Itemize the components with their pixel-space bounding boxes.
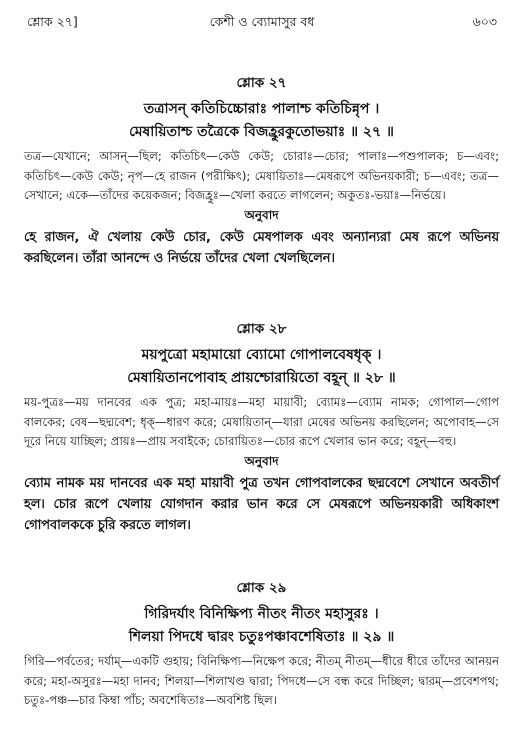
synonyms: তত্র—যেখানে; আসন্—ছিল; কতিচিৎ—কেউ কেউ; চোরাঃ—চোর; পালাঃ—পশুপালক; চ—এবং; কতিচিৎ—কেউ কেউ; নৃপ—হে রাজন (পরীক্ষিৎ); মেষায়িতাঃ—মেষরূপে অভিনয়কারী; চ—এবং; তত্র—সেখানে; একে—তাঁদের কয়েকজন; বিজহ্রুঃ—খেলা করতে লাগলেন; অকুতঃ-ভয়াঃ—নির্ভয়ে। — [24, 149, 499, 202]
verse-line: মেষায়িতানপোবাহ প্রায়শ্চোরায়িতো বহূন্ ॥ ২৮ ॥ — [127, 370, 396, 386]
header-page-number: ৬০৩ — [472, 14, 497, 29]
translation-heading: অনুবাদ — [244, 453, 279, 468]
verse-line: মেষায়িতাশ্চ তত্রৈকে বিজহ্রুরকুতোভয়াঃ ॥ ২৭ ॥ — [129, 124, 394, 140]
verse-line: তত্রাসন্ কতিচিচ্চোরাঃ পালাশ্চ কতিচিন্নৃপ । — [143, 101, 380, 117]
verse-heading: শ্লোক ২৭ — [236, 75, 287, 91]
running-header — [27, 14, 497, 34]
verse-line: শিলয়া পিদধে দ্বারং চতুঃপঞ্চাবশেষিতাঃ ॥ ২৯ ॥ — [128, 629, 395, 645]
translation-heading: অনুবাদ — [244, 207, 279, 222]
synonyms: গিরি—পর্বতের; দর্যাম্—একটি গুহায়; বিনিক্ষিপ্য—নিক্ষেপ করে; নীতম্ নীতম্—ধীরে ধীরে তাঁদের আনয়ন করে; মহা-অসুরঃ—মহা দানব; শিলয়া—শিলাখণ্ড দ্বারা; পিদধে—সে বন্ধ করে দিচ্ছিল; দ্বারম্—প্রবেশপথ; চতুঃ-পঞ্চ—চার কিম্বা পাঁচ; অবশেষিতাঃ—অবশিষ্ট ছিল। — [24, 654, 499, 707]
translation: হে রাজন, ঐ খেলায় কেউ চোর, কেউ মেষপালক এবং অন্যান্যরা মেষ রূপে অভিনয় করছিলেন। তাঁরা আনন্দে ও নির্ভয়ে তাঁদের খেলা খেলছিলেন। — [24, 229, 499, 266]
verse-29 — [24, 577, 499, 711]
header-verse-ref: শ্লোক ২৭] — [27, 14, 78, 29]
verse-28 — [24, 318, 499, 536]
translation: ব্যোম নামক ময় দানবের এক মহা মায়াবী পুত্র তখন গোপবালকের ছদ্মবেশে সেখানে অবতীর্ণ হল। চোর রূপে খেলায় যোগদান করার ভান করে সে মেষরূপে অভিনয়কারী অধিকাংশ গোপবালককে চুরি করতে লাগল। — [24, 475, 499, 533]
verse-line: ময়পুত্রো মহামায়ো ব্যোমো গোপালবেষধৃক্ । — [141, 347, 382, 363]
verse-heading: শ্লোক ২৯ — [236, 580, 287, 596]
verse-line: গিরিদর্যাং বিনিক্ষিপ্য নীতং নীতং মহাসুরঃ । — [144, 606, 379, 622]
synonyms: ময়-পুত্রঃ—ময় দানবের এক পুত্র; মহা-মায়ঃ—মহা মায়াবী; ব্যোমঃ—ব্যোম নামক; গোপাল—গোপ বালকের; বেষ—ছদ্মবেশ; ধৃক্—ধারণ করে; মেষায়িতান্—যারা মেষের অভিনয় করছিলেন; অপোবাহ—সে দূরে নিয়ে যাচ্ছিল; প্রায়ঃ—প্রায় সবাইকে; চোরায়িতঃ—চোর রূপে খেলার ভান করে; বহূন্—বহু। — [24, 395, 499, 448]
verse-heading: শ্লোক ২৮ — [236, 321, 287, 337]
header-chapter-title: কেশী ও ব্যোমাসুর বধ — [209, 14, 315, 29]
verse-27 — [24, 72, 499, 269]
